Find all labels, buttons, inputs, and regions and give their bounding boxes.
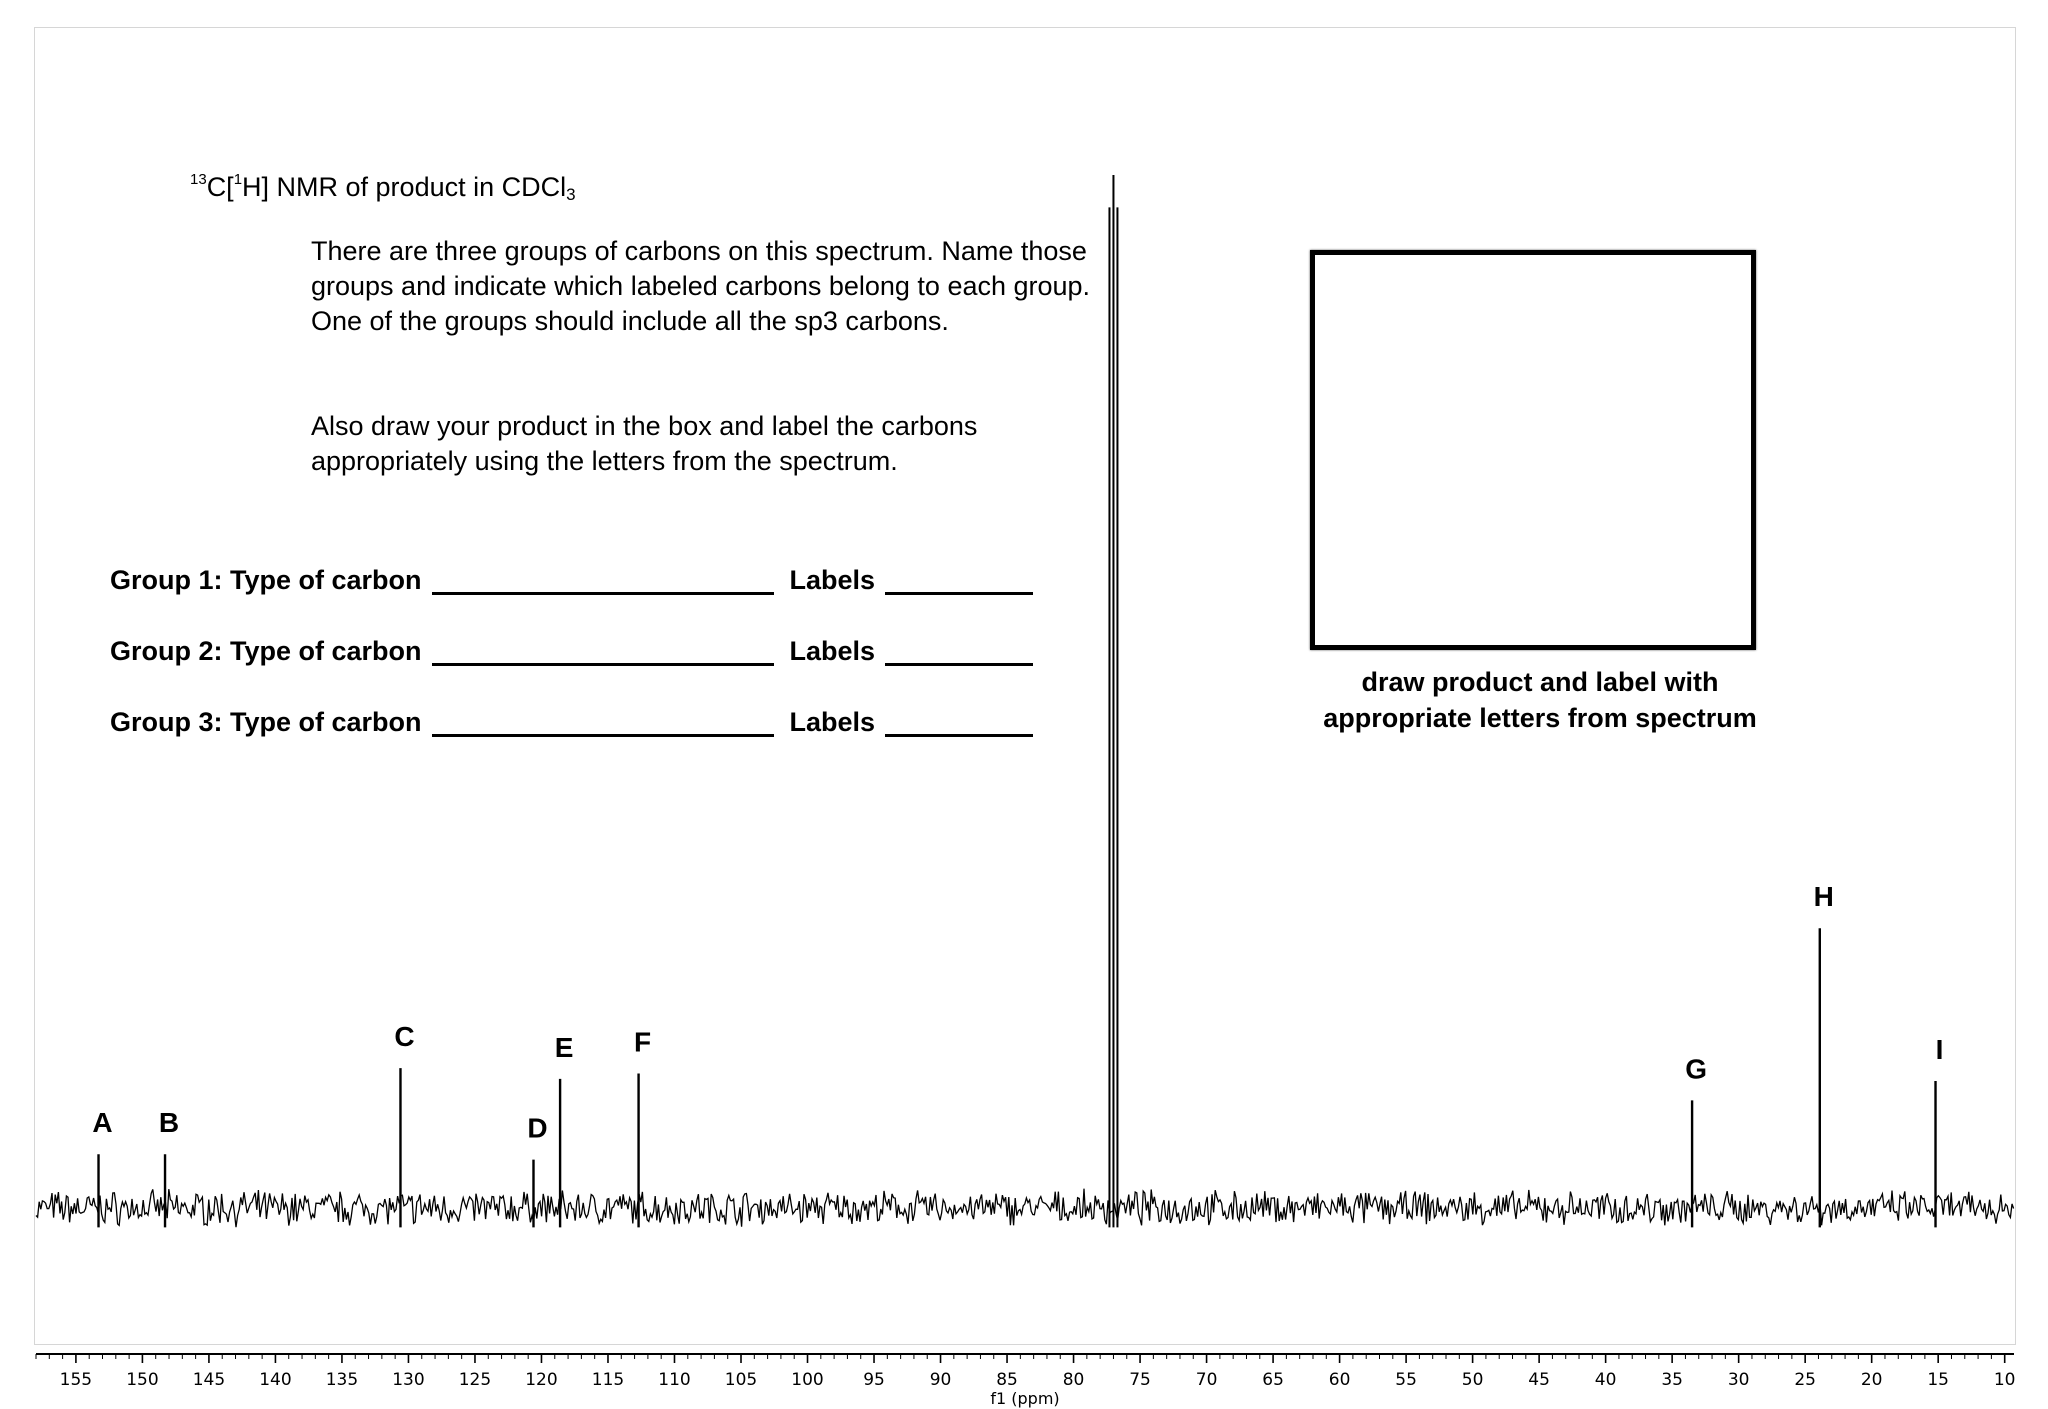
peak-label-D: D bbox=[527, 1112, 548, 1144]
tick-label: 50 bbox=[1461, 1370, 1484, 1390]
tick-label: 105 bbox=[724, 1370, 758, 1390]
peak-label-F: F bbox=[634, 1026, 652, 1058]
baseline-noise-trace bbox=[36, 1189, 2014, 1228]
tick-label: 60 bbox=[1328, 1370, 1351, 1390]
group-2-labels-blank[interactable] bbox=[885, 641, 1033, 666]
tick-label: 90 bbox=[929, 1370, 952, 1390]
group-2-type-blank[interactable] bbox=[432, 641, 774, 666]
tick-label: 55 bbox=[1395, 1370, 1417, 1390]
tick-label: 30 bbox=[1727, 1370, 1750, 1390]
group-1-labels-blank[interactable] bbox=[885, 570, 1033, 595]
group-1-type-blank[interactable] bbox=[432, 570, 774, 595]
tick-label: 145 bbox=[192, 1370, 226, 1390]
peak-label-H: H bbox=[1813, 881, 1834, 913]
peak-label-B: B bbox=[158, 1107, 180, 1139]
group-3-row bbox=[110, 704, 1033, 740]
tick-label: 125 bbox=[458, 1370, 492, 1390]
group-1-label: Group 1: Type of carbon bbox=[110, 565, 422, 595]
tick-label: 75 bbox=[1129, 1370, 1151, 1390]
peak-label-G: G bbox=[1685, 1053, 1707, 1085]
tick-label: 115 bbox=[591, 1370, 625, 1390]
tick-label: 110 bbox=[658, 1370, 691, 1390]
tick-label: 20 bbox=[1860, 1370, 1883, 1390]
tick-label: 80 bbox=[1062, 1370, 1085, 1390]
tick-label: 85 bbox=[996, 1370, 1018, 1390]
group-2-row bbox=[110, 633, 1033, 669]
tick-label: 95 bbox=[863, 1370, 885, 1390]
product-drawing-box[interactable] bbox=[1310, 250, 1756, 650]
tick-label: 120 bbox=[525, 1370, 558, 1390]
spectrum-title bbox=[190, 160, 576, 215]
instructions-paragraph-2: Also draw your product in the box and label the carbons appropriately using the letters from the spectrum. bbox=[311, 411, 978, 476]
peak-label-E: E bbox=[554, 1031, 574, 1063]
group-2-label: Group 2: Type of carbon bbox=[110, 636, 422, 666]
tick-label: 135 bbox=[325, 1370, 359, 1390]
box-caption-line-2: appropriate letters from spectrum bbox=[1323, 703, 1757, 733]
title-part: C[ bbox=[206, 172, 234, 202]
group-3-labels-text: Labels bbox=[789, 707, 876, 737]
tick-label: 150 bbox=[126, 1370, 159, 1390]
peak-label-A: A bbox=[92, 1107, 113, 1139]
group-3-label: Group 3: Type of carbon bbox=[110, 707, 422, 737]
instructions-paragraph-1: There are three groups of carbons on this spectrum. Name those groups and indicate which labeled carbons belong to each group. One of the groups should include all the sp3 carbons. bbox=[311, 236, 1091, 336]
peak-label-I: I bbox=[1935, 1034, 1944, 1066]
tick-label: 15 bbox=[1927, 1370, 1949, 1390]
title-h-mass: 1 bbox=[233, 171, 243, 188]
group-1-labels-text: Labels bbox=[789, 565, 876, 595]
group-3-labels-blank[interactable] bbox=[885, 712, 1033, 737]
x-axis-label: f1 (ppm) bbox=[990, 1389, 1060, 1408]
title-subscript: 3 bbox=[566, 185, 576, 204]
group-1-row bbox=[110, 562, 1033, 598]
tick-label: 45 bbox=[1528, 1370, 1550, 1390]
tick-label: 25 bbox=[1794, 1370, 1816, 1390]
tick-label: 70 bbox=[1195, 1370, 1218, 1390]
tick-label: 100 bbox=[791, 1370, 824, 1390]
peak-label-C: C bbox=[394, 1021, 415, 1053]
tick-label: 65 bbox=[1262, 1370, 1284, 1390]
tick-label: 130 bbox=[392, 1370, 425, 1390]
tick-label: 35 bbox=[1661, 1370, 1683, 1390]
tick-label: 140 bbox=[259, 1370, 292, 1390]
group-3-type-blank[interactable] bbox=[432, 712, 774, 737]
tick-label: 155 bbox=[59, 1370, 93, 1390]
tick-label: 40 bbox=[1594, 1370, 1617, 1390]
box-caption-line-1: draw product and label with bbox=[1361, 667, 1719, 697]
title-rest: H] NMR of product in CDCl bbox=[242, 172, 567, 202]
title-mass-number: 13 bbox=[190, 171, 207, 188]
group-2-labels-text: Labels bbox=[789, 636, 876, 666]
tick-label: 10 bbox=[1993, 1370, 2016, 1390]
